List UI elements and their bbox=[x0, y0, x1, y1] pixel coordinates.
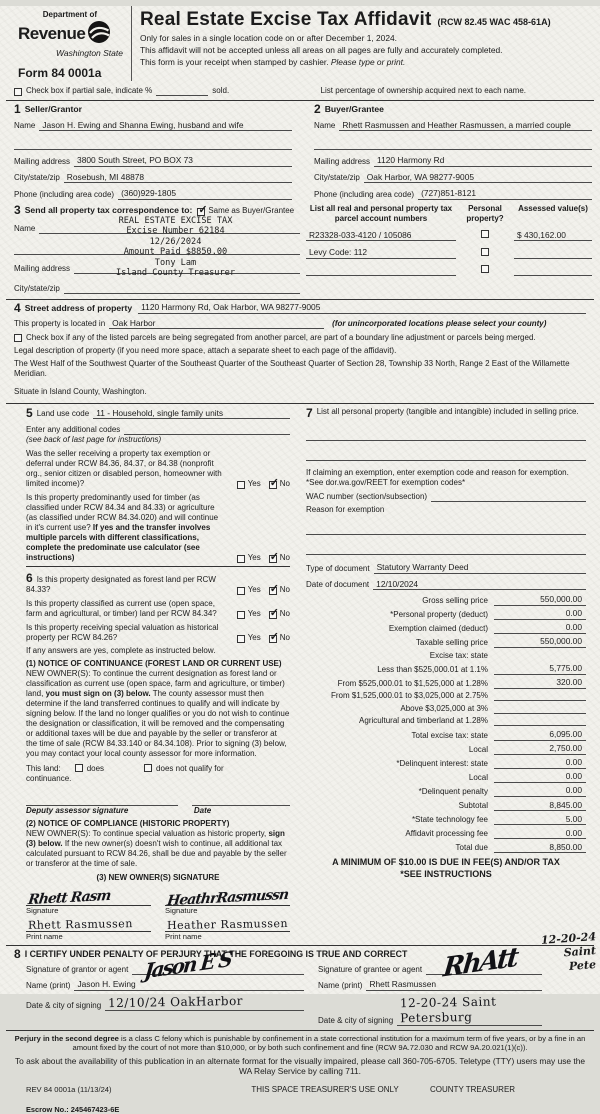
seller-phone-field[interactable]: (360)929-1805 bbox=[118, 188, 292, 200]
partial-sale-checkbox[interactable] bbox=[14, 88, 22, 96]
date-label: Date bbox=[193, 806, 212, 816]
land-use-field[interactable]: 11 - Household, single family units bbox=[93, 408, 290, 420]
assessed-value-field-2[interactable] bbox=[514, 249, 592, 259]
rev-number: REV 84 0001a (11/13/24) bbox=[26, 1084, 112, 1094]
grantor-name-print-label: Name (print) bbox=[26, 980, 71, 990]
alt-format-notice: To ask about the availability of this publication in an alternate format for the visually impaired, please call 360-705-6705. Teletype (TTY) users may use the WA Relay Service by calling 711. bbox=[14, 1055, 586, 1077]
header-note-1: Only for sales in a single location code on or after December 1, 2024. bbox=[140, 33, 397, 44]
partial-sale-sold-label: sold. bbox=[212, 85, 230, 95]
forest-yes-checkbox[interactable] bbox=[237, 587, 245, 595]
grantor-name-print-field[interactable]: Jason H. Ewing bbox=[74, 979, 304, 991]
new-owner-print-field-2[interactable] bbox=[165, 916, 290, 932]
tax-row-label: Local bbox=[468, 772, 488, 782]
tax-row-label: Gross selling price bbox=[422, 595, 488, 605]
buyer-name-field[interactable]: Rhett Rasmussen and Heather Rasmussen, a married couple bbox=[339, 120, 592, 132]
wac-number-label: WAC number (section/subsection) bbox=[306, 492, 428, 502]
seller-city-label: City/state/zip bbox=[14, 173, 60, 183]
section-1-seller bbox=[0, 103, 300, 200]
section-2-number: 2 bbox=[314, 101, 321, 116]
buyer-grantee-title: Buyer/Grantee bbox=[324, 103, 384, 114]
this-land-row bbox=[26, 764, 290, 774]
timber-no-checkbox[interactable]: ✓ bbox=[269, 551, 279, 564]
page-title: Real Estate Excise Tax Affidavit bbox=[140, 9, 432, 30]
personal-property-checkbox-2[interactable] bbox=[481, 248, 489, 256]
send-correspondence-label: Send all property tax correspondence to: bbox=[24, 204, 193, 215]
new-owner-print-2: Heather Rasmussen bbox=[166, 916, 289, 932]
subtotal-field[interactable]: 8,845.00 bbox=[494, 800, 586, 812]
minimum-due-note: A MINIMUM OF $10.00 IS DUE IN FEE(S) AND/OR TAX *SEE INSTRUCTIONS bbox=[332, 857, 560, 879]
margin-handwriting: 12-20-24 Saint Pete bbox=[540, 930, 597, 973]
seller-grantor-title: Seller/Grantor bbox=[24, 103, 82, 114]
section-7-personal-property bbox=[306, 407, 586, 419]
unincorporated-note: (for unincorporated locations please select your county) bbox=[332, 319, 547, 329]
tier3-tax-field[interactable] bbox=[494, 691, 586, 701]
excise-tax-state-spacer bbox=[494, 651, 586, 661]
tax-row-label: Less than $525,000.01 at 1.1% bbox=[377, 664, 488, 674]
exemption-yes-checkbox[interactable] bbox=[237, 481, 245, 489]
parcel-field-1[interactable]: R23328-033-4120 / 105086 bbox=[306, 230, 456, 242]
same-as-buyer-checkbox[interactable]: ✓ bbox=[198, 203, 208, 216]
exemption-note: If claiming an exemption, enter exemption code and reason for exemption. *See dor.wa.gov/REET for exemption codes* bbox=[306, 468, 569, 488]
parcel-numbers-header: List all real and personal property tax parcel account numbers bbox=[309, 203, 453, 223]
wac-number-field[interactable] bbox=[431, 492, 586, 502]
tax-row-label: *Personal property (deduct) bbox=[390, 609, 488, 619]
treasurer-use-label: THIS SPACE TREASURER'S USE ONLY bbox=[251, 1084, 399, 1094]
tier2-tax-field[interactable]: 320.00 bbox=[494, 677, 586, 689]
section-1-number: 1 bbox=[14, 101, 21, 116]
gross-selling-price-field[interactable]: 550,000.00 bbox=[494, 594, 586, 606]
grantee-date-city-field[interactable] bbox=[397, 995, 542, 1026]
grantee-name-print-field[interactable]: Rhett Rasmussen bbox=[366, 979, 542, 991]
tax-row-label: Subtotal bbox=[458, 801, 488, 811]
land-use-label: Land use code bbox=[36, 409, 90, 419]
form-number: Form 84 0001a bbox=[18, 65, 102, 80]
section-6-number: 6 bbox=[26, 571, 33, 586]
seller-name-label: Name bbox=[14, 121, 36, 131]
corr-mailing-label: Mailing address bbox=[14, 263, 71, 273]
personal-property-label: List all personal property (tangible and intangible) included in selling price. bbox=[316, 407, 579, 417]
notice-continuance-body: NEW OWNER(S): To continue the current designation as forest land or classification as current use (open space, farm and agriculture, or timber) land, you must sign on (3) below. The county assessor must then determine if the land transferred continues to qualify and will indicate by signing below. If the land no longer qualifies or you do not wish to continue the designation or classification, it will be removed and the compensating or additional taxes will be due and payable by the seller or transferor at the time of sale (RCW 84.33.140 or 84.34.108). Prior to signing (3) below, you may contact your local county assessor for more information. bbox=[26, 669, 290, 759]
new-owner-print-1: Rhett Rasmussen bbox=[27, 916, 133, 932]
personal-property-deduct-field[interactable]: 0.00 bbox=[494, 608, 586, 620]
seller-phone-label: Phone (including area code) bbox=[14, 189, 115, 199]
tax-row-label: Total due bbox=[455, 843, 488, 853]
ownership-note: List percentage of ownership acquired next to each name. bbox=[320, 85, 526, 95]
tax-row-label: From $525,000.01 to $1,525,000 at 1.28% bbox=[337, 678, 488, 688]
footer-row bbox=[0, 1085, 600, 1095]
state-technology-fee-field[interactable]: 5.00 bbox=[494, 814, 586, 826]
reason-field-2[interactable] bbox=[306, 545, 586, 555]
section-6-forest bbox=[26, 572, 290, 595]
this-land-label: This land: bbox=[26, 764, 61, 774]
corr-city-field[interactable] bbox=[64, 284, 300, 294]
section-5-landuse bbox=[26, 407, 290, 419]
tier4-tax-field[interactable] bbox=[494, 704, 586, 714]
reason-field-1[interactable] bbox=[306, 525, 586, 535]
perjury-notice: Perjury in the second degree is a class C felony which is punishable by confinement in a state correctional institution for a maximum term of five years, or by a fine in an amount fixed by the court of not more than $10,000, or by both such confinement and fine (RCW 9A.72.030 and RCW 9A.20.021(1)(c)). bbox=[14, 1033, 586, 1053]
buyer-phone-field[interactable]: (727)851-8121 bbox=[418, 188, 592, 200]
new-owner-signature-field-2[interactable] bbox=[165, 886, 290, 909]
certify-statement: I CERTIFY UNDER PENALTY OF PERJURY THAT THE FOREGOING IS TRUE AND CORRECT bbox=[24, 949, 408, 960]
buyer-mailing-label: Mailing address bbox=[314, 156, 371, 166]
notice-compliance-title: (2) NOTICE OF COMPLIANCE (HISTORIC PROPERTY) bbox=[26, 819, 230, 829]
street-address-field[interactable]: 1120 Harmony Rd, Oak Harbor, WA 98277-9005 bbox=[138, 302, 586, 314]
buyer-name-label: Name bbox=[314, 121, 336, 131]
notice-continuance-title: (1) NOTICE OF CONTINUANCE (FOREST LAND OR CURRENT USE) bbox=[26, 659, 282, 669]
buyer-name-extra-field[interactable] bbox=[314, 140, 592, 150]
parties-section bbox=[0, 103, 600, 200]
exemption-no-checkbox[interactable]: ✓ bbox=[269, 477, 279, 490]
corr-city-label: City/state/zip bbox=[14, 283, 60, 293]
grantee-name-print-label: Name (print) bbox=[318, 980, 363, 990]
does-label: does bbox=[86, 764, 105, 774]
revenue-wordmark: Revenue bbox=[18, 23, 86, 43]
grantee-signature-scrawl: RhAtt bbox=[441, 942, 519, 984]
tax-row-label: *State technology fee bbox=[411, 815, 488, 825]
current-use-no-checkbox[interactable]: ✓ bbox=[269, 607, 279, 620]
parcel-row bbox=[306, 230, 592, 242]
section-2-buyer bbox=[300, 103, 600, 200]
timber-question: Is this property predominantly used for timber (as classified under RCW 84.34 and 84.33) or agriculture (as classified under RCW 84.34.020) and will continue in it's current use? If yes and the transfer involves multiple parcels with different classifications, complete the predominate use calculator (see instructions) bbox=[26, 493, 219, 563]
grantor-signature-scrawl: Jason E S bbox=[143, 946, 233, 984]
partial-sale-percent-field[interactable] bbox=[156, 86, 208, 96]
notice-compliance-body: NEW OWNER(S): To continue special valuation as historic property, sign (3) below. If the new owner(s) doesn't wish to continue, all additional tax calculated pursuant to RCW 84.26, shall be due and payable by the seller or transferor at the time of sale. bbox=[26, 829, 287, 869]
located-in-field[interactable]: Oak Harbor bbox=[109, 318, 324, 330]
affidavit-processing-fee-field[interactable]: 0.00 bbox=[494, 828, 586, 840]
tax-row-label: Affidavit processing fee bbox=[405, 829, 488, 839]
reason-exemption-label: Reason for exemption bbox=[306, 505, 385, 515]
historical-no-checkbox[interactable]: ✓ bbox=[269, 631, 279, 644]
total-due-field[interactable]: 8,850.00 bbox=[494, 842, 586, 854]
current-use-question: Is this property classified as current use (open space, farm and agricultural, or timber) land per RCW 84.34? bbox=[26, 599, 217, 619]
section-3-correspondence bbox=[0, 204, 600, 294]
total-excise-state-field[interactable]: 6,095.00 bbox=[494, 729, 586, 741]
section-4-number: 4 bbox=[14, 300, 21, 315]
dor-logo-block bbox=[14, 6, 132, 81]
tax-row-label: Agricultural and timberland at 1.28% bbox=[359, 716, 488, 726]
assessor-date-field[interactable] bbox=[192, 796, 290, 806]
date-of-document-field[interactable]: 12/10/2024 bbox=[373, 579, 586, 591]
tax-row-label: Above $3,025,000 at 3% bbox=[400, 703, 488, 713]
segregated-checkbox[interactable] bbox=[14, 334, 22, 342]
current-use-yesno: Yes ✓ No bbox=[227, 609, 290, 619]
does-checkbox[interactable] bbox=[75, 764, 83, 772]
situate-text: Situate in Island County, Washington. bbox=[14, 387, 147, 397]
grantor-date-city-field[interactable] bbox=[105, 995, 304, 1011]
legal-description-text: The West Half of the Southwest Quarter of the Southeast Quarter of the Southeast Quarter of Section 28, Township 33 North, Range 2 East of the Willamette Meridian. bbox=[14, 359, 570, 379]
grantor-signature-label: Signature of grantor or agent bbox=[26, 965, 129, 975]
seller-name-field[interactable]: Jason H. Ewing and Shanna Ewing, husband and wife bbox=[39, 120, 292, 132]
exemption-question: Was the seller receiving a property tax exemption or deferral under RCW 84.36, 84.37, or 84.38 (nonprofit org., senior citizen or disabled person, homeowner with limited income)? bbox=[26, 449, 222, 489]
dor-swirl-logo-icon bbox=[87, 20, 111, 47]
tax-row-label: Total excise tax: state bbox=[411, 730, 488, 740]
historical-yes-checkbox[interactable] bbox=[237, 635, 245, 643]
tier1-tax-field[interactable]: 5,775.00 bbox=[494, 663, 586, 675]
seller-mailing-label: Mailing address bbox=[14, 156, 71, 166]
right-column bbox=[302, 404, 600, 941]
header-note-3: This form is your receipt when stamped by cashier. Please type or print. bbox=[140, 57, 406, 68]
buyer-city-field[interactable]: Oak Harbor, WA 98277-9005 bbox=[364, 172, 592, 184]
personal-property-checkbox-1[interactable] bbox=[481, 230, 489, 238]
type-of-document-field[interactable]: Statutory Warranty Deed bbox=[374, 562, 586, 574]
delinquent-penalty-field[interactable]: 0.00 bbox=[494, 785, 586, 797]
new-owners-signature-title: (3) NEW OWNER(S) SIGNATURE bbox=[96, 873, 220, 883]
tax-row-label: From $1,525,000.01 to $3,025,000 at 2.75% bbox=[330, 691, 488, 701]
assessed-value-header: Assessed value(s) bbox=[518, 203, 588, 213]
additional-codes-note: (see back of last page for instructions) bbox=[26, 435, 162, 445]
rcw-reference: (RCW 82.45 WAC 458-61A) bbox=[437, 17, 551, 27]
washington-state-label: Washington State bbox=[56, 48, 123, 58]
grantee-date-city-handwriting: 12-20-24 Saint Petersburg bbox=[399, 994, 497, 1025]
additional-codes-label: Enter any additional codes bbox=[26, 425, 121, 435]
seller-name-extra-field[interactable] bbox=[14, 140, 292, 150]
section-5-number: 5 bbox=[26, 406, 33, 421]
delinquent-interest-local-field[interactable]: 0.00 bbox=[494, 771, 586, 783]
assessed-value-field-3[interactable] bbox=[514, 266, 592, 276]
dept-of-label: Department of bbox=[42, 10, 97, 19]
type-of-document-label: Type of document bbox=[306, 563, 370, 573]
local-tax-field[interactable]: 2,750.00 bbox=[494, 743, 586, 755]
continuance-label: continuance. bbox=[26, 774, 72, 784]
buyer-city-label: City/state/zip bbox=[314, 173, 360, 183]
additional-codes-field[interactable] bbox=[124, 425, 290, 435]
print-name-label: Print name bbox=[26, 931, 63, 941]
street-address-label: Street address of property bbox=[24, 302, 133, 313]
parcel-row bbox=[306, 247, 592, 259]
section-8-number: 8 bbox=[14, 947, 21, 962]
corr-name-label: Name bbox=[14, 223, 36, 233]
forest-question: Is this property designated as forest land per RCW 84.33? bbox=[26, 575, 216, 595]
timber-yes-checkbox[interactable] bbox=[237, 555, 245, 563]
personal-property-field-2[interactable] bbox=[306, 451, 586, 461]
partial-sale-label: Check box if partial sale, indicate % bbox=[26, 85, 153, 95]
form-header bbox=[14, 6, 594, 81]
county-treasurer-label: COUNTY TREASURER bbox=[430, 1084, 516, 1094]
excise-tax-state-label: Excise tax: state bbox=[429, 650, 488, 660]
deputy-assessor-label: Deputy assessor signature bbox=[26, 806, 129, 816]
delinquent-interest-state-field[interactable]: 0.00 bbox=[494, 757, 586, 769]
historical-yesno: Yes ✓ No bbox=[227, 633, 290, 643]
new-owner-signature-field-1[interactable] bbox=[26, 887, 151, 908]
reet-affidavit-form bbox=[0, 6, 600, 1114]
grantee-date-city-label: Date & city of signing bbox=[318, 1015, 394, 1025]
current-use-yes-checkbox[interactable] bbox=[237, 611, 245, 619]
forest-no-checkbox[interactable]: ✓ bbox=[269, 583, 279, 596]
partial-sale-row bbox=[14, 86, 586, 96]
assessed-value-field-1[interactable]: $ 430,162.00 bbox=[514, 230, 592, 242]
does-not-label: does not qualify for bbox=[156, 764, 224, 774]
timber-yesno: Yes ✓ No bbox=[227, 553, 290, 563]
new-owner-signature-2: HeathrRasmussn bbox=[166, 886, 290, 909]
section-4-property bbox=[0, 302, 600, 398]
section-7-number: 7 bbox=[306, 406, 313, 421]
tax-row-label: Local bbox=[468, 744, 488, 754]
grantee-signature-label: Signature of grantee or agent bbox=[318, 965, 423, 975]
personal-property-header: Personal property? bbox=[466, 203, 504, 223]
exemption-claimed-field[interactable]: 0.00 bbox=[494, 622, 586, 634]
historical-question: Is this property receiving special valuation as historical property per RCW 84.26? bbox=[26, 623, 219, 643]
new-owner-print-field-1[interactable] bbox=[26, 916, 151, 932]
exemption-yesno: Yes ✓ No bbox=[227, 479, 290, 489]
agricultural-tax-field[interactable] bbox=[494, 716, 586, 726]
parcel-table bbox=[300, 204, 600, 294]
seller-mailing-field[interactable]: 3800 South Street, PO BOX 73 bbox=[74, 155, 292, 167]
legal-description-label: Legal description of property (if you need more space, attach a separate sheet to each page of the affidavit). bbox=[14, 346, 397, 356]
taxable-selling-price-field[interactable]: 550,000.00 bbox=[494, 636, 586, 648]
treasurer-stamp: REAL ESTATE EXCISE TAX Excise Number 62184 12/26/2024 Amount Paid $8850.00 Tony Lam Island County Treasurer bbox=[116, 215, 235, 279]
tax-table bbox=[306, 594, 586, 853]
segregated-note: Check box if any of the listed parcels are being segregated from another parcel, are part of a boundary line adjustment or parcels being merged. bbox=[26, 333, 536, 343]
tax-row-label: Exemption claimed (deduct) bbox=[388, 623, 488, 633]
tax-row-label: *Delinquent interest: state bbox=[396, 758, 488, 768]
section-3-number: 3 bbox=[14, 202, 21, 217]
located-in-label: This property is located in bbox=[14, 319, 106, 329]
tax-row-label: Taxable selling price bbox=[415, 637, 488, 647]
parcel-row bbox=[306, 265, 592, 276]
header-note-2: This affidavit will not be accepted unless all areas on all pages are fully and accurately completed. bbox=[140, 45, 503, 56]
grantor-date-city-handwriting: 12/10/24 OakHarbor bbox=[108, 993, 244, 1010]
parcel-field-3[interactable] bbox=[306, 266, 456, 276]
signature-label: Signature bbox=[26, 906, 59, 916]
personal-property-field-1[interactable] bbox=[306, 431, 586, 441]
correspondence-block bbox=[0, 204, 300, 294]
deputy-assessor-signature-field[interactable] bbox=[26, 796, 178, 806]
tax-row-label: *Delinquent penalty bbox=[418, 786, 488, 796]
new-owner-signature-1: Rhett Rasm bbox=[27, 887, 112, 908]
date-of-document-label: Date of document bbox=[306, 580, 370, 590]
buyer-phone-label: Phone (including area code) bbox=[314, 189, 415, 199]
if-yes-note: If any answers are yes, complete as instructed below. bbox=[26, 646, 216, 656]
left-column: 5 Land use code 11 - Household, single family units Enter any additional codes (see back of last page for instructions) Was the seller receiving a property tax exemption or deferral under RCW 84.36, 84.37, or 84.38 (nonprofit org., senior citizen or disabled person, homeowner with limited income)? Yes ✓ No Is this property predominantly used for timber (as classified under RCW 84.34 and 84.33) or agriculture (as classified under RCW 84.34.020) and will continue in it's current use? If yes and the transfer involves multiple parcels with different classifications, complete the predominate use calculator (see instructions) Yes ✓ No 6 Is this property designated as forest land per RCW 84.33? Yes ✓ No Is this property classified as current use (open space, farm and agricultural, or timber) land per RCW 84.34? Yes ✓ No Is this property receiving special valuation as historical property per RCW 84.26? Yes ✓ No If any answers are yes, complete as instructed below. (1) NOTICE OF CONTINUANCE (FOREST LAND OR CURRENT USE) NEW OWNER(S): To continue the current designation as forest land or classification as current use (open space, farm and agriculture, or timber) land, you must sign on (3) below. The county assessor must then determine if the land transferred continues to qualify and will indicate by signing below. If the land no longer qualifies or you do not wish to continue the designation or classification, it will be removed and the compensating or additional taxes will be due and payable by the seller or transferor at the time of sale (RCW 84.33.140 or 84.34.108). Prior to signing (3) below, you may contact your local county assessor for more information. This land: does does not qualify for continuance. Deputy assessor signature Date (2) NOTICE OF COMPLIANCE (HISTORIC PROPERTY) NEW OWNER(S): To continue special valuation as historic property, sign (3) below. If the new owner(s) doesn't wish to continue, all additional tax calculated pursuant to RCW 84.26, shall be due and payable by the seller or transferor at the time of sale. (3) NEW OWNER(S) SIGNATURE Rhett Rasm Signature Rhett Rasmussen Print name HeathrRasmussn Signature Heather Rasmussen Print name bbox=[26, 406, 290, 941]
buyer-mailing-field[interactable]: 1120 Harmony Rd bbox=[374, 155, 592, 167]
grantor-date-city-label: Date & city of signing bbox=[26, 1000, 102, 1010]
forest-yesno: Yes ✓ No bbox=[227, 585, 290, 595]
seller-city-field[interactable]: Rosebush, MI 48878 bbox=[64, 172, 292, 184]
same-as-buyer-label: Same as Buyer/Grantee bbox=[208, 205, 295, 215]
escrow-number: Escrow No.: 245467423-6E bbox=[26, 1104, 120, 1114]
does-not-checkbox[interactable] bbox=[144, 764, 152, 772]
personal-property-checkbox-3[interactable] bbox=[481, 265, 489, 273]
parcel-field-2[interactable]: Levy Code: 112 bbox=[306, 247, 456, 259]
